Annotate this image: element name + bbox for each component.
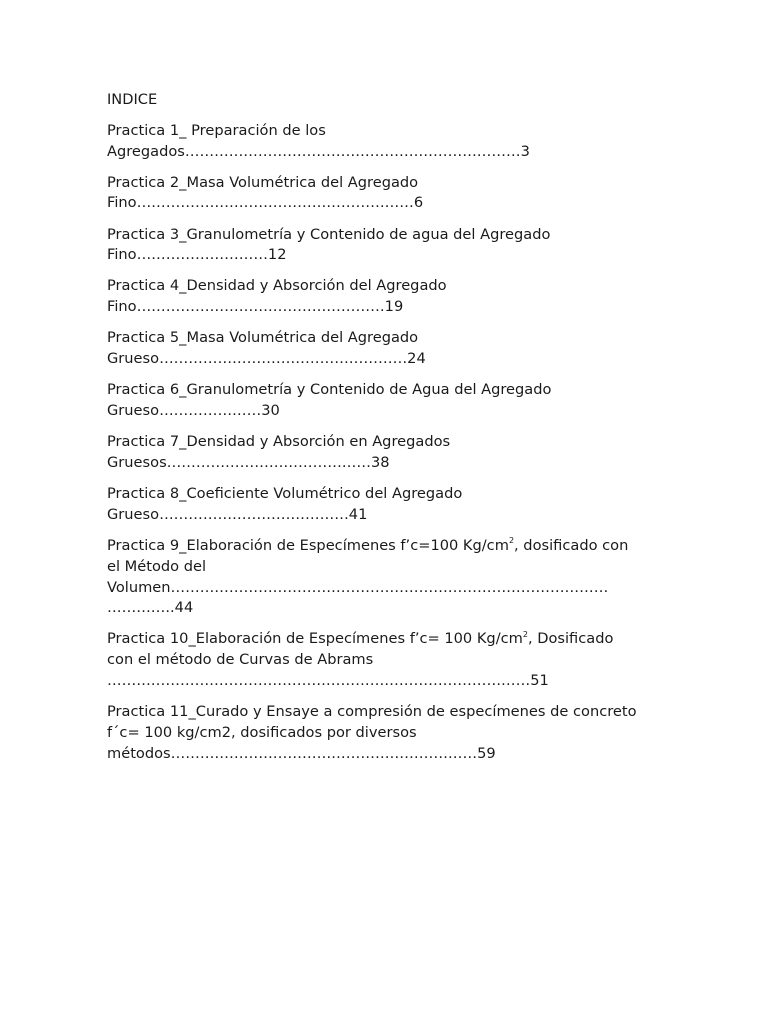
toc-heading: INDICE bbox=[107, 91, 158, 108]
toc-entry-practica-5 bbox=[107, 328, 657, 370]
toc-entry-practica-8 bbox=[107, 484, 657, 526]
toc-entry-page-line: métodos………………………………………………………59 bbox=[107, 744, 496, 762]
table-of-contents bbox=[107, 90, 657, 775]
toc-entry-page-line: …………..44 bbox=[107, 599, 194, 617]
toc-entry-page-line: Fino…………………………………………………6 bbox=[107, 194, 424, 212]
toc-entry-practica-1 bbox=[107, 121, 657, 163]
toc-entry-practica-10 bbox=[107, 629, 657, 691]
toc-entry-title: Practica 6_Granulometría y Contenido de Agua del Agregado bbox=[107, 381, 552, 399]
toc-entry-page-line: ……………………………………………………………………………51 bbox=[107, 672, 549, 689]
toc-entry-title: Practica 4_Densidad y Absorción del Agregado bbox=[107, 277, 447, 295]
toc-entry-title: Practica 11_Curado y Ensaye a compresión de especímenes de concreto bbox=[107, 703, 637, 721]
toc-entry-page-line: Grueso…………………30 bbox=[107, 402, 280, 420]
toc-entry-page-line: Gruesos……………………………………38 bbox=[107, 453, 390, 471]
toc-entry-title-continued: f´c= 100 kg/cm2, dosificados por diversos bbox=[107, 723, 417, 741]
toc-entry-title bbox=[107, 629, 657, 650]
toc-entry-title-continued: el Método del bbox=[107, 557, 207, 575]
toc-entry-title: Practica 8_Coeficiente Volumétrico del Agregado bbox=[107, 485, 463, 503]
toc-entry-practica-3 bbox=[107, 225, 657, 267]
toc-entry-practica-2 bbox=[107, 173, 657, 215]
toc-entry-title-continued: con el método de Curvas de Abrams bbox=[107, 651, 374, 669]
toc-entry-title: Practica 3_Granulometría y Contenido de agua del Agregado bbox=[107, 225, 551, 243]
superscript-exponent: 2 bbox=[508, 536, 515, 546]
toc-entry-title-suffix: , dosificado con bbox=[514, 536, 629, 554]
toc-entry-practica-7 bbox=[107, 432, 657, 474]
toc-entry-practica-11 bbox=[107, 702, 657, 764]
toc-entry-title-text: Practica 9_Elaboración de Especímenes f’c=100 Kg/cm bbox=[107, 536, 509, 554]
superscript-exponent: 2 bbox=[522, 629, 528, 639]
toc-entry-leader-line: Volumen……………………………………………………………………………… bbox=[107, 578, 609, 596]
toc-entry-practica-6 bbox=[107, 380, 657, 422]
toc-entry-title-text: Practica 10_Elaboración de Especímenes f’c= 100 Kg/cm bbox=[107, 630, 523, 648]
toc-entry-page-line: Fino……………………………………………19 bbox=[107, 298, 404, 316]
toc-entry-title: Practica 7_Densidad y Absorción en Agregados bbox=[107, 433, 451, 451]
toc-entry-practica-4 bbox=[107, 276, 657, 318]
toc-entry-page-line: Fino………………………12 bbox=[107, 246, 287, 264]
toc-entry-page-line: Grueso…………………………………41 bbox=[107, 505, 368, 523]
toc-entry-title bbox=[107, 536, 657, 557]
toc-entry-title: Practica 2_Masa Volumétrica del Agregado bbox=[107, 173, 419, 191]
toc-entry-title-suffix: , Dosificado bbox=[527, 630, 614, 648]
toc-entry-page-line: Grueso……………………………………………24 bbox=[107, 350, 426, 368]
toc-entry-page-line: Agregados……………………………………………………………3 bbox=[107, 142, 530, 160]
toc-entry-practica-9 bbox=[107, 536, 657, 619]
toc-entry-title: Practica 5_Masa Volumétrica del Agregado bbox=[107, 329, 419, 347]
toc-entry-title: Practica 1_ Preparación de los bbox=[107, 121, 326, 139]
